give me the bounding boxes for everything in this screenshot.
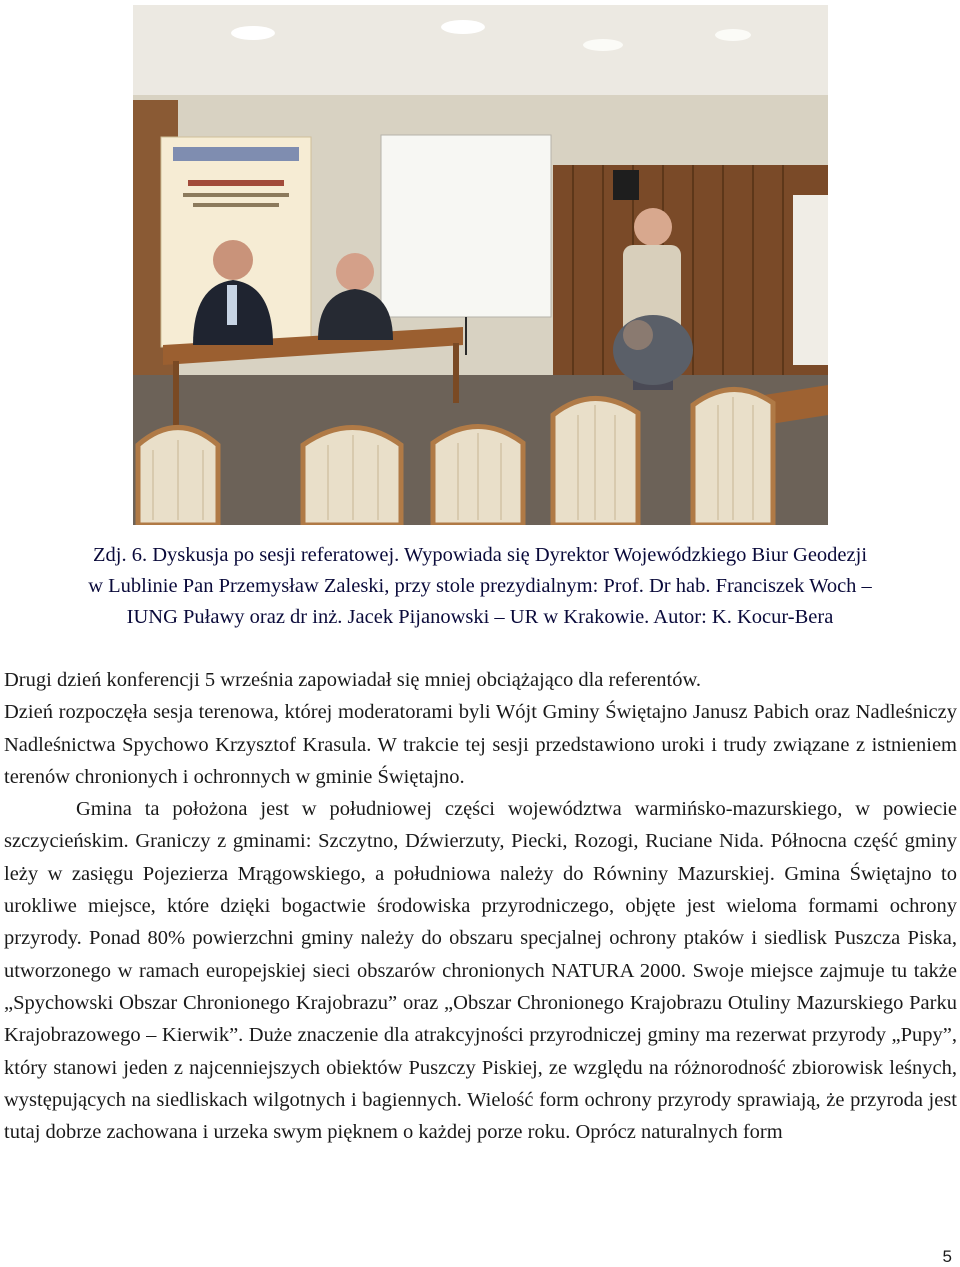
figure-caption: [0, 540, 960, 633]
caption-line: w Lublinie Pan Przemysław Zaleski, przy stole prezydialnym: Prof. Dr hab. Franciszek Woch –: [88, 575, 872, 597]
paragraph-gmina: Gmina ta położona jest w południowej części województwa warmińsko-mazurskiego, w powiecie szczycieńskim. Graniczy z gminami: Szczytno, Dźwierzuty, Piecki, Rozogi, Ruciane Nida. Północna część gminy leży w zasięgu Pojezierza Mrągowskiego, a południowa należy do Równiny Mazurskiej. Gmina Świętajno to urokliwe miejsce, które dzięki bogactwie środowiska przyrodniczego, objęte jest wieloma formami ochrony przyrody. Ponad 80% powierzchni gminy należy do obszaru specjalnej ochrony ptaków i siedlisk Puszcza Piska, utworzonego w ramach europejskiej sieci obszarów chronionych NATURA 2000. Swoje miejsce zajmuje tu także „Spychowski Obszar Chronionego Krajobrazu” oraz „Obszar Chronionego Krajobrazu Otuliny Mazurskiego Parku Krajobrazowego – Kierwik”. Duże znaczenie dla atrakcyjności przyrodniczej gminy ma rezerwat przyrody „Pupy”, który stanowi jeden z najcenniejszych obiektów Puszczy Piskiej, ze względu na różnorodność zbiorowisk leśnych, występujących na siedliskach wilgotnych i bagiennych. Wielość form ochrony przyrody sprawiają, że przyroda jest tutaj dobrze zachowana i urzeka swym pięknem o każdej porze roku. Oprócz naturalnych form: [4, 798, 957, 1144]
page-number: 5: [942, 1247, 952, 1266]
paragraph-field-session: Dzień rozpoczęła sesja terenowa, której moderatorami byli Wójt Gminy Świętajno Janusz Pabich oraz Nadleśniczy Nadleśnictwa Spychowo Krzysztof Krasula. W trakcie tej sesji przedstawiono uroki i trudy związane z istnieniem terenów chronionych i ochronnych w gminie Świętajno.: [4, 701, 957, 788]
paragraph-intro: Drugi dzień konferencji 5 września zapowiadał się mniej obciążająco dla referentów.: [4, 669, 702, 691]
conference-photo: [133, 5, 828, 525]
caption-line: IUNG Puławy oraz dr inż. Jacek Pijanowski – UR w Krakowie. Autor: K. Kocur-Bera: [126, 606, 834, 628]
photo-illustration: [133, 5, 828, 525]
body-text: [4, 664, 957, 1148]
caption-line: Zdj. 6. Dyskusja po sesji referatowej. Wypowiada się Dyrektor Wojewódzkiego Biur Geodezji: [92, 544, 868, 566]
